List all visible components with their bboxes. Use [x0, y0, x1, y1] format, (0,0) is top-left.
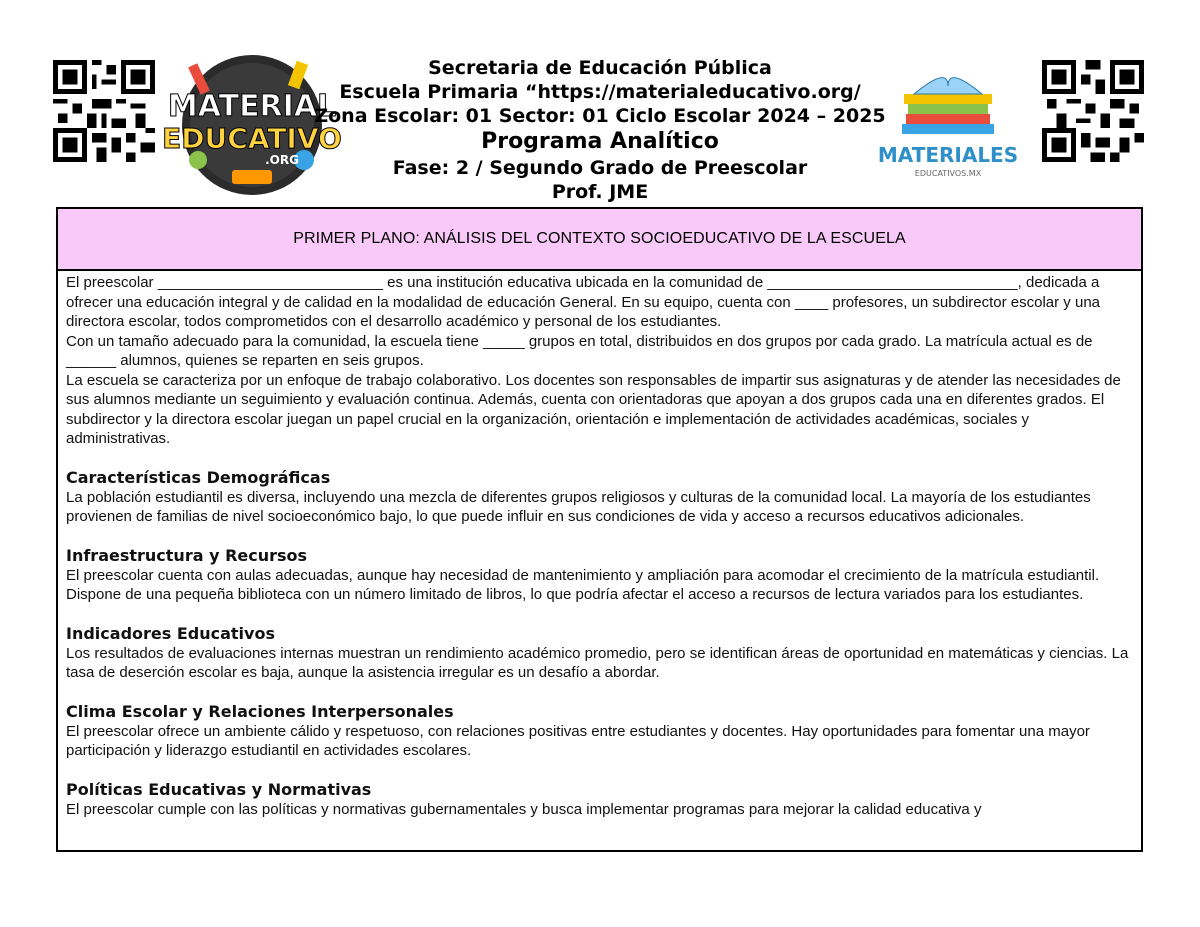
svg-text:.ORG: .ORG: [265, 153, 299, 167]
intro-paragraph-3: La escuela se caracteriza por un enfoque de trabajo colaborativo. Los docentes son responsables de impartir sus asignaturas y de atender las necesidades de sus alumnos mediante un seguimiento y evaluación continua. Además, cuenta con orientadoras que apoyan a dos grupos cada una en diferentes grados. El subdirector y la directora escolar juegan un papel crucial en la organización, orientación e implementación de actividades académicas, sociales y administrativas.: [66, 371, 1121, 447]
intro-paragraph-2: Con un tamaño adecuado para la comunidad, la escuela tiene _____ grupos en total, distribuidos en dos grupos por cada grado. La matrícula actual es de ______ alumnos, quienes se reparten en seis grupos.: [66, 332, 1093, 369]
header-school: Escuela Primaria “https://materialeducativo.org/: [339, 81, 861, 103]
panel-title: PRIMER PLANO: ANÁLISIS DEL CONTEXTO SOCIOEDUCATIVO DE LA ESCUELA: [58, 209, 1141, 271]
header-zone: Zona Escolar: 01 Sector: 01 Ciclo Escolar 2024 – 2025: [314, 105, 886, 127]
intro-paragraph-1: El preescolar ___________________________ es una institución educativa ubicada en la comunidad de ______________________________, dedicada a ofrecer una educación integral y de calidad en la modalidad de educación General. En su equipo, cuenta con ____ profesores, un subdirector escolar y una directora escolar, todos comprometidos con el desarrollo académico y personal de los estudiantes.: [66, 274, 1101, 330]
section-heading-demographics: Características Demográficas: [66, 468, 331, 487]
section-heading-indicators: Indicadores Educativos: [66, 624, 275, 643]
materiales-educativos-logo: [862, 56, 1034, 186]
header-teacher: Prof. JME: [551, 181, 649, 203]
section-heading-climate: Clima Escolar y Relaciones Interpersonales: [66, 702, 454, 721]
svg-text:EDUCATIVO: EDUCATIVO: [162, 122, 342, 155]
section-text-indicators: Los resultados de evaluaciones internas muestran un rendimiento académico promedio, pero se identifican áreas de oportunidad en matemáticas y ciencias. La tasa de deserción escolar es baja, aunque la asistencia irregular es un desafío a abordar.: [66, 644, 1129, 681]
svg-text:MATERIAL: MATERIAL: [167, 89, 337, 124]
section-text-climate: El preescolar ofrece un ambiente cálido y respetuoso, con relaciones positivas entre estudiantes y docentes. Hay oportunidades para fomentar una mayor participación y liderazgo estudiantil en actividades escolares.: [66, 722, 1090, 759]
header-program-title: Programa Analítico: [481, 129, 719, 154]
section-heading-policies: Políticas Educativas y Normativas: [66, 780, 372, 799]
svg-text:EDUCATIVOS.MX: EDUCATIVOS.MX: [914, 169, 982, 178]
section-text-infrastructure: El preescolar cuenta con aulas adecuadas, aunque hay necesidad de mantenimiento y ampliación para acomodar el crecimiento de la matrícula estudiantil. Dispone de una pequeña biblioteca con un número limitado de libros, lo que podría afectar el acceso a recursos de lectura variados para los estudiantes.: [66, 566, 1100, 603]
panel-body: [58, 271, 1141, 819]
section-heading-infrastructure: Infraestructura y Recursos: [66, 546, 308, 565]
section-text-policies: El preescolar cumple con las políticas y normativas gubernamentales y busca implementar programas para mejorar la calidad educativa y: [66, 800, 982, 818]
qr-code-right: [1042, 60, 1144, 162]
svg-text:MATERIALES: MATERIALES: [877, 143, 1019, 167]
section-text-demographics: La población estudiantil es diversa, incluyendo una mezcla de diferentes grupos religiosos y culturas de la comunidad local. La mayoría de los estudiantes provienen de familias de nivel socioeconómico bajo, lo que puede influir en sus condiciones de vida y acceso a recursos educativos adicionales.: [66, 488, 1091, 525]
header-institution: Secretaria de Educación Pública: [428, 57, 772, 79]
document-header: [240, 56, 960, 204]
socioeducational-analysis-panel: [56, 207, 1143, 852]
qr-code-left: [53, 60, 155, 162]
header-phase: Fase: 2 / Segundo Grado de Preescolar: [392, 157, 808, 179]
